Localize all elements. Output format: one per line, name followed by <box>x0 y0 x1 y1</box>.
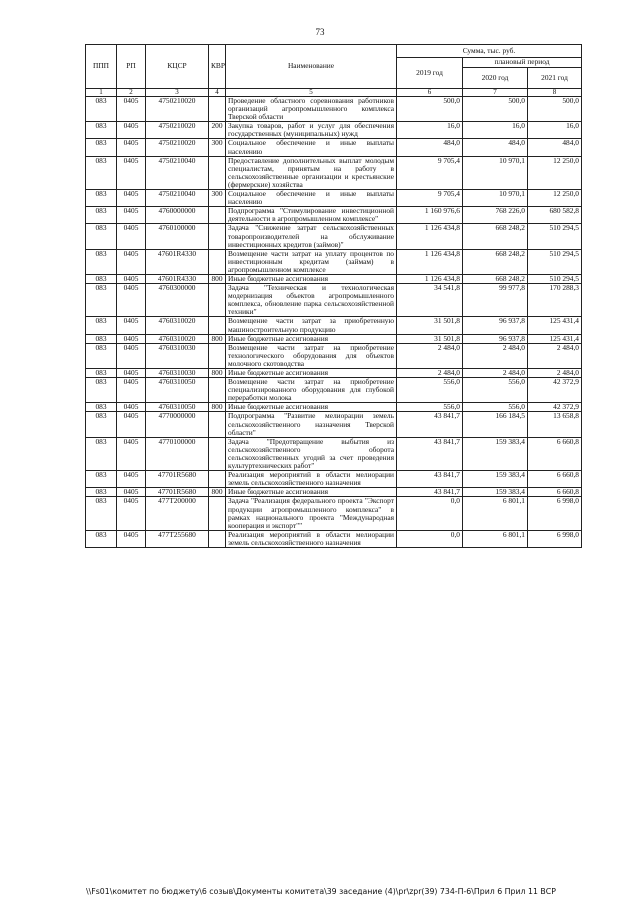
table-row <box>86 284 582 317</box>
cell-rp: 0405 <box>117 343 146 368</box>
cell-2019: 2 484,0 <box>397 369 463 378</box>
cell-2021: 500,0 <box>528 97 582 122</box>
cell-kvr: 800 <box>209 274 226 283</box>
cell-kcsr: 4750210040 <box>146 156 209 189</box>
cell-kcsr: 47701R5680 <box>146 488 209 497</box>
column-number: 1 <box>86 89 117 97</box>
cell-ppp: 083 <box>86 412 117 437</box>
cell-ppp: 083 <box>86 334 117 343</box>
cell-2019: 43 841,7 <box>397 437 463 470</box>
cell-2020: 668 248,2 <box>463 249 528 274</box>
cell-name: Задача "Снижение затрат сельскохозяйственных товаропроизводителей на обслуживание инвестиционных кредитов (займов)" <box>226 224 397 249</box>
cell-rp: 0405 <box>117 224 146 249</box>
cell-rp: 0405 <box>117 412 146 437</box>
table-row <box>86 403 582 412</box>
cell-kcsr: 477T200000 <box>146 497 209 530</box>
cell-kcsr: 4750210020 <box>146 97 209 122</box>
cell-name: Подпрограмма "Развитие мелиорации земель сельскохозяйственного назначения Тверской области" <box>226 412 397 437</box>
cell-kvr <box>209 378 226 403</box>
cell-kcsr: 4760310050 <box>146 403 209 412</box>
cell-kcsr: 4760310030 <box>146 343 209 368</box>
table-row <box>86 471 582 488</box>
cell-2020: 768 226,0 <box>463 207 528 224</box>
cell-2020: 668 248,2 <box>463 224 528 249</box>
cell-kcsr: 4770100000 <box>146 437 209 470</box>
cell-2020: 159 383,4 <box>463 471 528 488</box>
cell-kcsr: 4750210020 <box>146 139 209 156</box>
cell-kvr <box>209 497 226 530</box>
cell-2021: 6 660,8 <box>528 437 582 470</box>
cell-kvr <box>209 471 226 488</box>
cell-2019: 500,0 <box>397 97 463 122</box>
header-rp: РП <box>117 45 146 89</box>
cell-2019: 34 541,8 <box>397 284 463 317</box>
cell-rp: 0405 <box>117 437 146 470</box>
cell-2020: 2 484,0 <box>463 369 528 378</box>
table-row <box>86 378 582 403</box>
cell-ppp: 083 <box>86 139 117 156</box>
cell-kvr <box>209 156 226 189</box>
cell-kcsr: 4760100000 <box>146 224 209 249</box>
cell-2019: 9 705,4 <box>397 190 463 207</box>
cell-2021: 42 372,9 <box>528 403 582 412</box>
cell-name: Задача "Предотвращение выбытия из сельскохозяйственного оборота сельскохозяйственных угодий за счет проведения культуртехнических работ" <box>226 437 397 470</box>
cell-2021: 6 998,0 <box>528 497 582 530</box>
cell-2021: 125 431,4 <box>528 334 582 343</box>
cell-2020: 10 970,1 <box>463 156 528 189</box>
cell-name: Проведение областного соревнования работников организаций агропромышленного комплекса Тверской области <box>226 97 397 122</box>
cell-rp: 0405 <box>117 284 146 317</box>
table-row <box>86 530 582 547</box>
cell-2019: 1 160 976,6 <box>397 207 463 224</box>
cell-2021: 170 288,3 <box>528 284 582 317</box>
cell-rp: 0405 <box>117 369 146 378</box>
cell-2020: 668 248,2 <box>463 274 528 283</box>
cell-rp: 0405 <box>117 497 146 530</box>
cell-rp: 0405 <box>117 139 146 156</box>
table-row <box>86 249 582 274</box>
cell-2021: 13 658,8 <box>528 412 582 437</box>
header-ppp: ППП <box>86 45 117 89</box>
header-name: Наименование <box>226 45 397 89</box>
cell-kvr: 200 <box>209 122 226 139</box>
cell-2020: 96 937,8 <box>463 317 528 334</box>
page-number: 73 <box>315 27 325 37</box>
cell-name: Иные бюджетные ассигнования <box>226 334 397 343</box>
table-row <box>86 156 582 189</box>
cell-2021: 16,0 <box>528 122 582 139</box>
column-number: 3 <box>146 89 209 97</box>
cell-kvr: 800 <box>209 334 226 343</box>
cell-name: Задача "Реализация федерального проекта "Экспорт продукции агропромышленного комплекса" в рамках национального проекта "Международная кооперация и экспорт"" <box>226 497 397 530</box>
cell-kcsr: 4760000000 <box>146 207 209 224</box>
cell-2019: 556,0 <box>397 403 463 412</box>
cell-rp: 0405 <box>117 122 146 139</box>
cell-kvr <box>209 530 226 547</box>
cell-2019: 0,0 <box>397 497 463 530</box>
cell-name: Иные бюджетные ассигнования <box>226 488 397 497</box>
cell-kcsr: 4760310020 <box>146 334 209 343</box>
cell-2020: 6 801,1 <box>463 497 528 530</box>
cell-name: Иные бюджетные ассигнования <box>226 369 397 378</box>
cell-rp: 0405 <box>117 190 146 207</box>
cell-2021: 6 660,8 <box>528 488 582 497</box>
cell-rp: 0405 <box>117 334 146 343</box>
cell-2019: 1 126 434,8 <box>397 224 463 249</box>
cell-kvr <box>209 317 226 334</box>
cell-ppp: 083 <box>86 497 117 530</box>
table-row <box>86 497 582 530</box>
cell-name: Подпрограмма "Стимулирование инвестиционной деятельности в агропромышленном комплексе" <box>226 207 397 224</box>
cell-name: Задача "Техническая и технологическая модернизация объектов агропромышленного комплекса, обновление парка сельскохозяйственной техники" <box>226 284 397 317</box>
cell-2019: 31 501,8 <box>397 317 463 334</box>
footer-file-path: \\Fs01\комитет по бюджету\6 созыв\Документы комитета\39 заседание (4)\pr\zpr(39) 734-П-6\Прил 6 Прил 11 ВСР <box>86 887 556 896</box>
cell-2019: 43 841,7 <box>397 471 463 488</box>
cell-kcsr: 4750210020 <box>146 122 209 139</box>
cell-rp: 0405 <box>117 530 146 547</box>
table-row <box>86 317 582 334</box>
cell-rp: 0405 <box>117 156 146 189</box>
cell-ppp: 083 <box>86 530 117 547</box>
cell-name: Закупка товаров, работ и услуг для обеспечения государственных (муниципальных) нужд <box>226 122 397 139</box>
cell-name: Возмещение части затрат на приобретение специализированного оборудования для глубокой переработки молока <box>226 378 397 403</box>
cell-kvr <box>209 412 226 437</box>
cell-rp: 0405 <box>117 97 146 122</box>
cell-kvr: 300 <box>209 190 226 207</box>
cell-name: Иные бюджетные ассигнования <box>226 403 397 412</box>
cell-rp: 0405 <box>117 471 146 488</box>
cell-kvr: 300 <box>209 139 226 156</box>
cell-2020: 6 801,1 <box>463 530 528 547</box>
cell-ppp: 083 <box>86 471 117 488</box>
cell-rp: 0405 <box>117 317 146 334</box>
table-row <box>86 274 582 283</box>
table-row <box>86 412 582 437</box>
cell-rp: 0405 <box>117 378 146 403</box>
cell-name: Иные бюджетные ассигнования <box>226 274 397 283</box>
cell-name: Социальное обеспечение и иные выплаты населению <box>226 139 397 156</box>
cell-name: Предоставление дополнительных выплат молодым специалистам, принятым на работу в сельскохозяйственные организации и крестьянские (фермерские) хозяйства <box>226 156 397 189</box>
cell-ppp: 083 <box>86 378 117 403</box>
cell-2020: 99 977,8 <box>463 284 528 317</box>
table-header <box>86 45 582 89</box>
cell-2020: 2 484,0 <box>463 343 528 368</box>
table-row <box>86 97 582 122</box>
cell-2019: 0,0 <box>397 530 463 547</box>
cell-ppp: 083 <box>86 317 117 334</box>
cell-2020: 159 383,4 <box>463 437 528 470</box>
cell-kcsr: 4760310020 <box>146 317 209 334</box>
table-row <box>86 369 582 378</box>
cell-ppp: 083 <box>86 249 117 274</box>
cell-kcsr: 477T255680 <box>146 530 209 547</box>
column-number: 4 <box>209 89 226 97</box>
cell-kvr: 800 <box>209 369 226 378</box>
cell-2020: 96 937,8 <box>463 334 528 343</box>
cell-kvr: 800 <box>209 488 226 497</box>
header-2019: 2019 год <box>397 58 463 89</box>
cell-2019: 43 841,7 <box>397 412 463 437</box>
cell-kcsr: 47701R5680 <box>146 471 209 488</box>
table-row <box>86 437 582 470</box>
cell-kvr <box>209 224 226 249</box>
cell-ppp: 083 <box>86 403 117 412</box>
cell-2020: 556,0 <box>463 403 528 412</box>
cell-2021: 42 372,9 <box>528 378 582 403</box>
table-row <box>86 122 582 139</box>
cell-ppp: 083 <box>86 224 117 249</box>
cell-rp: 0405 <box>117 274 146 283</box>
cell-kcsr: 4760310050 <box>146 378 209 403</box>
cell-2021: 2 484,0 <box>528 343 582 368</box>
cell-2021: 680 582,8 <box>528 207 582 224</box>
cell-kvr <box>209 284 226 317</box>
cell-kcsr: 4760310030 <box>146 369 209 378</box>
table-row <box>86 207 582 224</box>
cell-2019: 43 841,7 <box>397 488 463 497</box>
header-kvr: КВР <box>209 45 226 89</box>
budget-table <box>85 44 582 548</box>
table-row <box>86 224 582 249</box>
cell-2021: 510 294,5 <box>528 249 582 274</box>
table-row <box>86 334 582 343</box>
cell-2020: 10 970,1 <box>463 190 528 207</box>
cell-2019: 1 126 434,8 <box>397 249 463 274</box>
cell-kvr <box>209 97 226 122</box>
cell-kcsr: 47601R4330 <box>146 274 209 283</box>
cell-2021: 12 250,0 <box>528 156 582 189</box>
header-plan-period: плановый период <box>463 58 582 68</box>
cell-kvr <box>209 343 226 368</box>
cell-ppp: 083 <box>86 190 117 207</box>
cell-ppp: 083 <box>86 284 117 317</box>
cell-2019: 1 126 434,8 <box>397 274 463 283</box>
header-2021: 2021 год <box>528 68 582 89</box>
table-row <box>86 139 582 156</box>
cell-2020: 159 383,4 <box>463 488 528 497</box>
cell-ppp: 083 <box>86 274 117 283</box>
cell-rp: 0405 <box>117 249 146 274</box>
cell-ppp: 083 <box>86 437 117 470</box>
column-number: 5 <box>226 89 397 97</box>
cell-name: Возмещение части затрат на приобретение технологического оборудования для объектов молочного скотоводства <box>226 343 397 368</box>
cell-2019: 2 484,0 <box>397 343 463 368</box>
cell-2021: 6 998,0 <box>528 530 582 547</box>
cell-ppp: 083 <box>86 156 117 189</box>
cell-kvr <box>209 207 226 224</box>
cell-ppp: 083 <box>86 488 117 497</box>
cell-2021: 510 294,5 <box>528 274 582 283</box>
cell-2021: 12 250,0 <box>528 190 582 207</box>
cell-name: Реализация мероприятий в области мелиорации земель сельскохозяйственного назначения <box>226 530 397 547</box>
cell-2020: 16,0 <box>463 122 528 139</box>
cell-2020: 500,0 <box>463 97 528 122</box>
cell-ppp: 083 <box>86 207 117 224</box>
cell-ppp: 083 <box>86 369 117 378</box>
cell-rp: 0405 <box>117 403 146 412</box>
cell-2021: 6 660,8 <box>528 471 582 488</box>
cell-2019: 9 705,4 <box>397 156 463 189</box>
cell-rp: 0405 <box>117 207 146 224</box>
cell-kvr <box>209 249 226 274</box>
cell-kvr <box>209 437 226 470</box>
cell-2019: 484,0 <box>397 139 463 156</box>
cell-2021: 125 431,4 <box>528 317 582 334</box>
header-kcsr: КЦСР <box>146 45 209 89</box>
cell-name: Возмещение части затрат на уплату процентов по инвестиционным кредитам (займам) в агропромышленном комплексе <box>226 249 397 274</box>
cell-name: Реализация мероприятий в области мелиорации земель сельскохозяйственного назначения <box>226 471 397 488</box>
cell-kcsr: 4760300000 <box>146 284 209 317</box>
cell-2019: 31 501,8 <box>397 334 463 343</box>
cell-2020: 484,0 <box>463 139 528 156</box>
cell-2021: 510 294,5 <box>528 224 582 249</box>
table-row <box>86 190 582 207</box>
header-2020: 2020 год <box>463 68 528 89</box>
cell-kcsr: 4750210040 <box>146 190 209 207</box>
table-body <box>86 89 582 548</box>
cell-name: Социальное обеспечение и иные выплаты населению <box>226 190 397 207</box>
column-number: 7 <box>463 89 528 97</box>
column-number: 2 <box>117 89 146 97</box>
table-row <box>86 343 582 368</box>
cell-ppp: 083 <box>86 343 117 368</box>
cell-2021: 484,0 <box>528 139 582 156</box>
cell-ppp: 083 <box>86 97 117 122</box>
column-number: 8 <box>528 89 582 97</box>
table-row <box>86 488 582 497</box>
cell-rp: 0405 <box>117 488 146 497</box>
cell-name: Возмещение части затрат за приобретенную машиностроительную продукцию <box>226 317 397 334</box>
header-sum: Сумма, тыс. руб. <box>397 45 582 58</box>
cell-kcsr: 4770000000 <box>146 412 209 437</box>
cell-ppp: 083 <box>86 122 117 139</box>
cell-2020: 166 184,5 <box>463 412 528 437</box>
cell-2019: 556,0 <box>397 378 463 403</box>
cell-2020: 556,0 <box>463 378 528 403</box>
cell-kcsr: 47601R4330 <box>146 249 209 274</box>
cell-kvr: 800 <box>209 403 226 412</box>
cell-2021: 2 484,0 <box>528 369 582 378</box>
cell-2019: 16,0 <box>397 122 463 139</box>
column-numbers-row <box>86 89 582 97</box>
column-number: 6 <box>397 89 463 97</box>
